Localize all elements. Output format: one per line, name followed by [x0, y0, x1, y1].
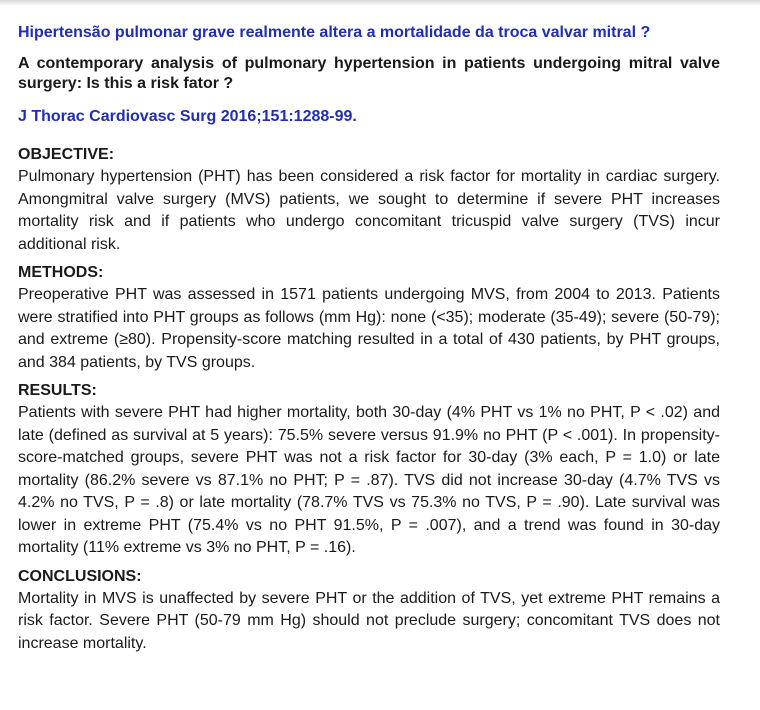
- conclusions-section: [18, 566, 720, 656]
- english-title: A contemporary analysis of pulmonary hypertension in patients undergoing mitral valve surgery: Is this a risk fator ?: [18, 55, 720, 92]
- methods-text: Preoperative PHT was assessed in 1571 patients undergoing MVS, from 2004 to 2013. Patients were stratified into PHT groups as follows (mm Hg): none (<35); moderate (35-49); severe (50-79); and extreme (≥80). Propensity-score matching resulted in a total of 430 patients, by PHT groups, and 384 patients, by TVS groups.: [18, 286, 720, 371]
- methods-section: [18, 262, 720, 374]
- objective-section: [18, 144, 720, 256]
- objective-heading: OBJECTIVE:: [18, 146, 115, 163]
- conclusions-heading: CONCLUSIONS:: [18, 567, 142, 585]
- methods-heading: METHODS:: [18, 264, 104, 281]
- top-shadow: [0, 0, 760, 6]
- conclusions-text: Mortality in MVS is unaffected by severe PHT or the addition of TVS, yet extreme PHT remains a risk factor. Severe PHT (50-79 mm Hg) should not preclude surgery; concomitant TVS does not increase mortality.: [18, 589, 720, 652]
- abstract-document: [18, 22, 720, 661]
- results-heading: RESULTS:: [18, 382, 97, 399]
- portuguese-title: Hipertensão pulmonar grave realmente altera a mortalidade da troca valvar mitral ?: [18, 24, 651, 41]
- journal-citation: J Thorac Cardiovasc Surg 2016;151:1288-99.: [18, 108, 357, 125]
- results-section: [18, 380, 720, 560]
- results-text: Patients with severe PHT had higher mortality, both 30-day (4% PHT vs 1% no PHT, P < .02) and late (defined as survival at 5 years): 75.5% severe versus 91.9% no PHT (P < .001). In propensity-score-matched groups, severe PHT was not a risk factor for 30-day (3% each, P = 1.0) or late mortality (86.2% severe vs 87.1% no PHT; P = .87). TVS did not increase 30-day (4.7% TVS vs 4.2% no TVS, P = .8) or late mortality (78.7% TVS vs 75.3% no TVS, P = .90). Late survival was lower in extreme PHT (75.4% vs no PHT 91.5%, P = .007), and a trend was found in 30-day mortality (11% extreme vs 3% no PHT, P = .16).: [18, 404, 720, 556]
- objective-text: Pulmonary hypertension (PHT) has been considered a risk factor for mortality in cardiac surgery. Amongmitral valve surgery (MVS) patients, we sought to determine if severe PHT increases mortality risk and if patients who undergo concomitant tricuspid valve surgery (TVS) incur additional risk.: [18, 168, 720, 253]
